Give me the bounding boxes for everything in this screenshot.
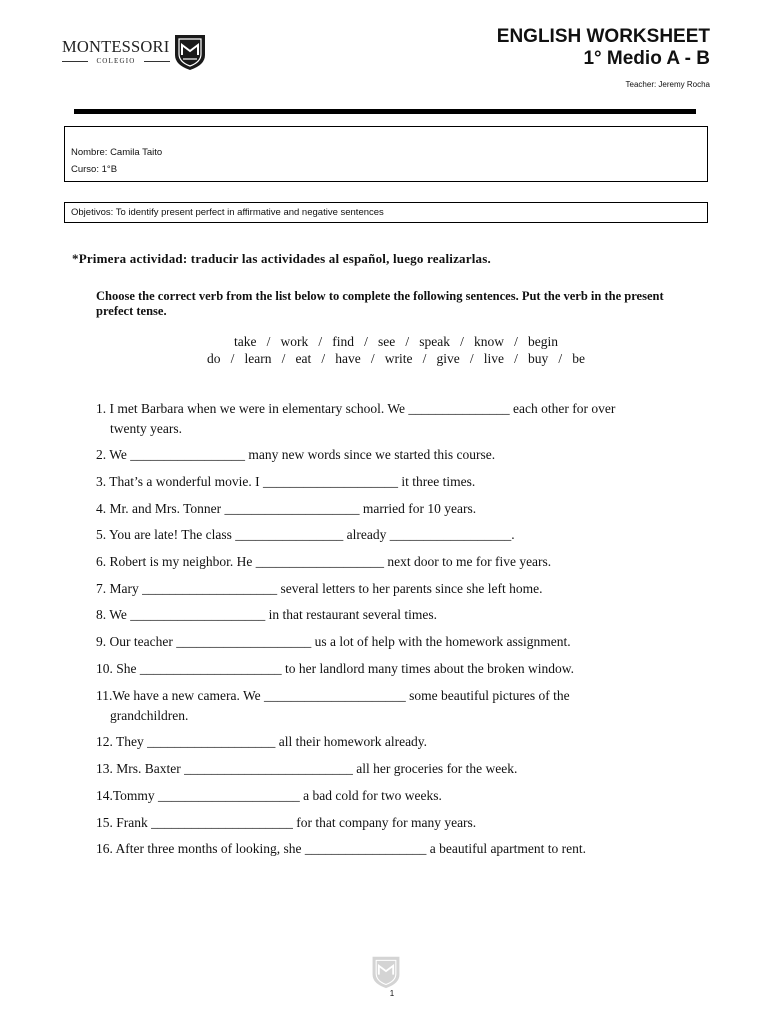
question-text: 4. Mr. and Mrs. Tonner ____________________ married for 10 years. bbox=[96, 501, 477, 516]
question-4 bbox=[96, 499, 716, 519]
student-course: Curso: 1°B bbox=[71, 164, 118, 175]
question-3 bbox=[96, 472, 716, 492]
question-14 bbox=[96, 786, 716, 806]
objectives-text: Objetivos: To identify present perfect in affirmative and negative sentences bbox=[71, 207, 384, 218]
school-shield-icon bbox=[173, 33, 207, 71]
question-5 bbox=[96, 525, 716, 545]
question-13 bbox=[96, 759, 716, 779]
student-info-box bbox=[64, 126, 708, 182]
header-rule bbox=[74, 109, 696, 114]
question-text: 5. You are late! The class ________________ already __________________. bbox=[96, 527, 515, 542]
question-7 bbox=[96, 579, 716, 599]
question-text: 1. I met Barbara when we were in elementary school. We _______________ each other for over bbox=[96, 401, 616, 416]
question-text: 16. After three months of looking, she __________________ a beautiful apartment to rent. bbox=[96, 841, 587, 856]
question-8 bbox=[96, 605, 716, 625]
worksheet-title: ENGLISH WORKSHEET bbox=[496, 26, 710, 47]
question-text: 8. We ____________________ in that restaurant several times. bbox=[96, 607, 437, 622]
page-number: 1 bbox=[389, 989, 395, 998]
school-logo bbox=[62, 33, 212, 73]
question-text: 10. She _____________________ to her landlord many times about the broken window. bbox=[96, 661, 574, 676]
question-10 bbox=[96, 659, 716, 679]
question-16 bbox=[96, 839, 716, 859]
teacher-name: Teacher: Jeremy Rocha bbox=[625, 80, 710, 89]
question-text: 14.Tommy _____________________ a bad cold for two weeks. bbox=[96, 788, 442, 803]
worksheet-subtitle: 1° Medio A - B bbox=[583, 48, 710, 69]
word-list-row-1: take / work / find / see / speak / know / begin bbox=[234, 334, 558, 349]
question-continuation: grandchildren. bbox=[110, 708, 189, 723]
question-text: 12. They ___________________ all their homework already. bbox=[96, 734, 428, 749]
question-text: 15. Frank _____________________ for that company for many years. bbox=[96, 815, 477, 830]
word-list-row-2: do / learn / eat / have / write / give / live / buy / be bbox=[207, 351, 585, 366]
activity-title: *Primera actividad: traducir las actividades al español, luego realizarlas. bbox=[72, 251, 491, 266]
question-11 bbox=[96, 686, 716, 726]
question-1 bbox=[96, 399, 716, 439]
question-continuation: twenty years. bbox=[110, 421, 182, 436]
question-12 bbox=[96, 732, 716, 752]
question-text: 6. Robert is my neighbor. He ___________________ next door to me for five years. bbox=[96, 554, 552, 569]
question-text: 7. Mary ____________________ several letters to her parents since she left home. bbox=[96, 581, 543, 596]
school-shield-watermark-icon bbox=[370, 955, 402, 989]
question-text: 11.We have a new camera. We _____________________ some beautiful pictures of the bbox=[96, 688, 570, 703]
instructions: Choose the correct verb from the list below to complete the following sentences. Put the verb in the present prefect tense. bbox=[96, 289, 664, 318]
question-text: 13. Mrs. Baxter _________________________ all her groceries for the week. bbox=[96, 761, 518, 776]
student-name: Nombre: Camila Taito bbox=[71, 147, 163, 158]
question-text: 3. That’s a wonderful movie. I ____________________ it three times. bbox=[96, 474, 476, 489]
objectives-box bbox=[64, 202, 708, 223]
logo-sub: COLEGIO bbox=[62, 57, 170, 65]
question-text: 2. We _________________ many new words since we started this course. bbox=[96, 447, 496, 462]
question-text: 9. Our teacher ____________________ us a lot of help with the homework assignment. bbox=[96, 634, 571, 649]
question-15 bbox=[96, 813, 716, 833]
question-6 bbox=[96, 552, 716, 572]
logo-name: MONTESSORI bbox=[62, 37, 170, 56]
question-9 bbox=[96, 632, 716, 652]
question-2 bbox=[96, 445, 716, 465]
